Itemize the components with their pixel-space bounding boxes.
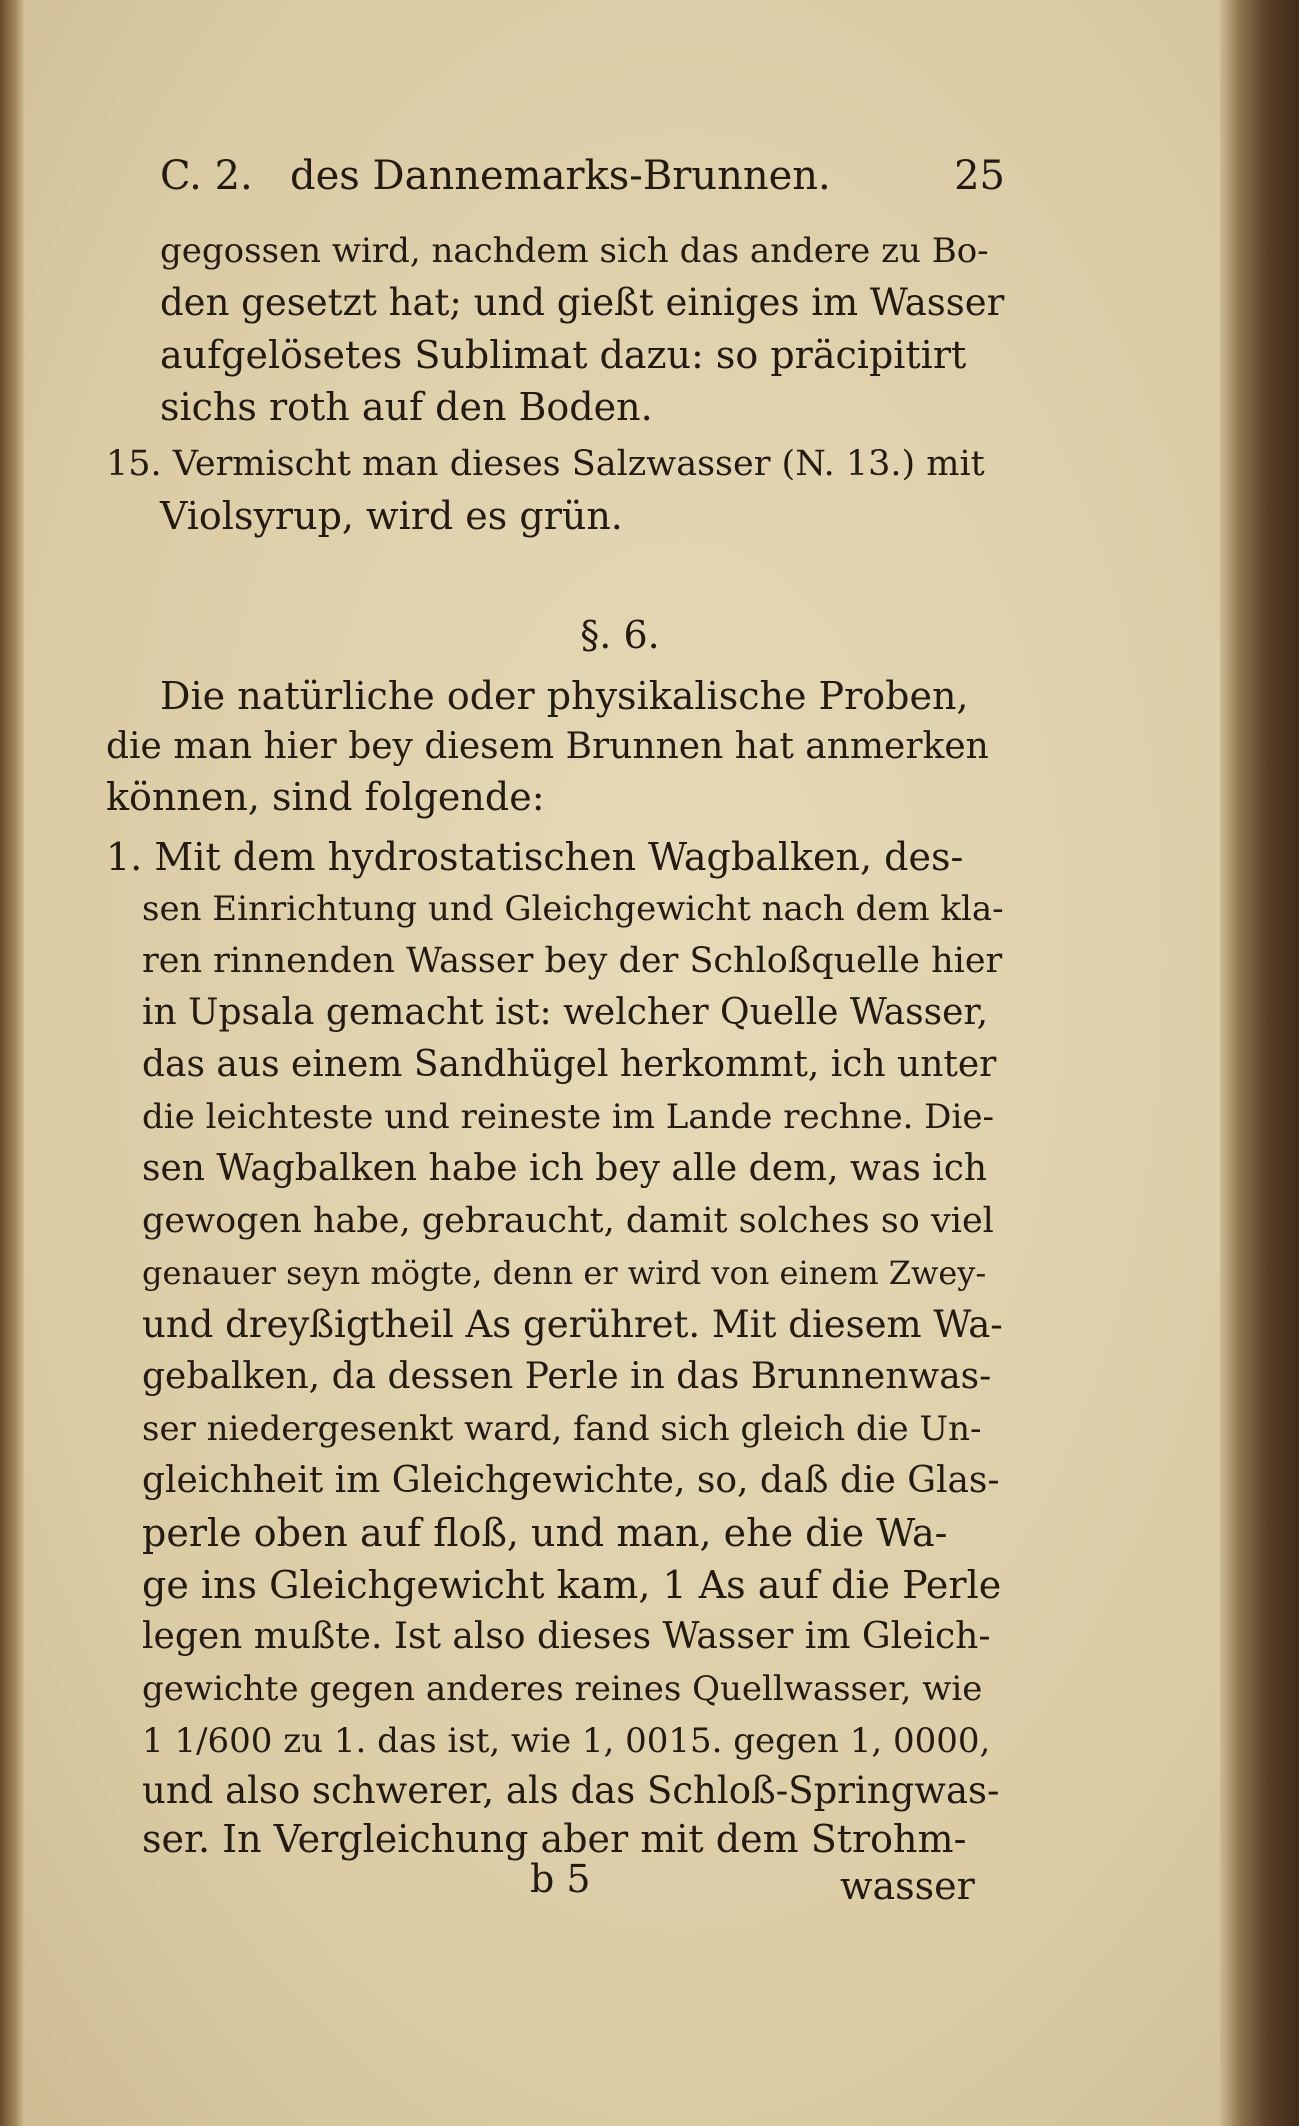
text-line: den gesetzt hat; und gießt einiges im Wasser xyxy=(160,281,1005,324)
text-line: genauer seyn mögte, denn er wird von einem Zwey- xyxy=(142,1254,987,1292)
text-line: 1 1/600 zu 1. das ist, wie 1, 0015. gegen 1, 0000, xyxy=(142,1721,991,1761)
text-line: gewichte gegen anderes reines Quellwasser, wie xyxy=(142,1669,983,1709)
running-header xyxy=(160,148,1005,204)
text-line: gleichheit im Gleichgewichte, so, daß die Glas- xyxy=(142,1460,1000,1501)
text-line: ge ins Gleichgewicht kam, 1 As auf die Perle xyxy=(142,1563,1002,1607)
signature-mark: b 5 xyxy=(530,1857,591,1901)
text-line: gegossen wird, nachdem sich das andere zu Bo- xyxy=(160,231,989,271)
text-line: in Upsala gemacht ist: welcher Quelle Wasser, xyxy=(142,992,989,1033)
text-line: und also schwerer, als das Schloß-Springwas- xyxy=(142,1769,1000,1812)
text-line: sichs roth auf den Boden. xyxy=(160,385,653,429)
running-title: des Dannemarks-Brunnen. xyxy=(290,153,831,199)
text-line: 1. Mit dem hydrostatischen Wagbalken, des- xyxy=(106,835,964,879)
text-line: 15. Vermischt man dieses Salzwasser (N. 13.) mit xyxy=(106,444,985,484)
text-line: sen Wagbalken habe ich bey alle dem, was ich xyxy=(142,1148,988,1189)
text-line: gewogen habe, gebraucht, damit solches so viel xyxy=(142,1201,994,1241)
text-line: Violsyrup, wird es grün. xyxy=(160,494,623,538)
text-line: perle oben auf floß, und man, ehe die Wa- xyxy=(142,1511,948,1555)
text-line: die man hier bey diesem Brunnen hat anmerken xyxy=(106,726,989,767)
text-line: können, sind folgende: xyxy=(106,775,545,819)
text-line: ser. In Vergleichung aber mit dem Strohm- xyxy=(142,1817,967,1861)
section-heading: §. 6. xyxy=(580,613,660,657)
page-number: 25 xyxy=(954,153,1005,199)
text-line: legen mußte. Ist also dieses Wasser im Gleich- xyxy=(142,1616,991,1657)
text-line: ren rinnenden Wasser bey der Schloßquelle hier xyxy=(142,941,1003,981)
text-line: gebalken, da dessen Perle in das Brunnenwas- xyxy=(142,1356,992,1397)
text-line: ser niedergesenkt ward, fand sich gleich die Un- xyxy=(142,1409,982,1449)
text-line: und dreyßigtheil As gerühret. Mit diesem Wa- xyxy=(142,1303,1003,1346)
text-line: Die natürliche oder physikalische Proben, xyxy=(160,674,969,718)
text-line: das aus einem Sandhügel herkommt, ich unter xyxy=(142,1044,997,1085)
chapter-label: C. 2. xyxy=(160,153,253,199)
text-line: die leichteste und reineste im Lande rechne. Die- xyxy=(142,1097,994,1137)
text-line: aufgelösetes Sublimat dazu: so präcipitirt xyxy=(160,333,967,377)
catchword: wasser xyxy=(840,1864,975,1908)
text-line: sen Einrichtung und Gleichgewicht nach dem kla- xyxy=(142,889,1004,929)
